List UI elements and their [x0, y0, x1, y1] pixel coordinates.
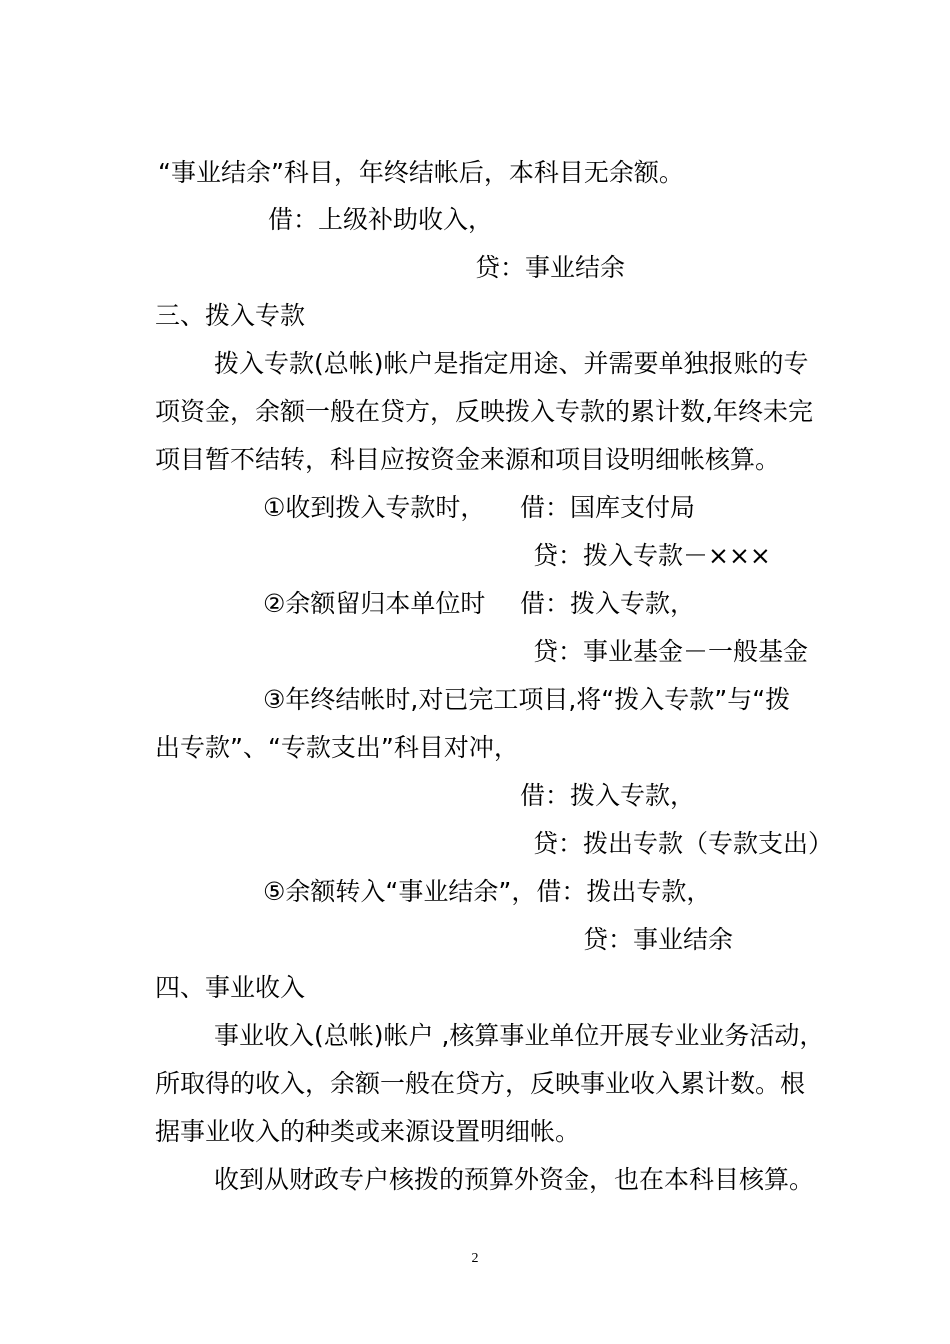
text-line: 项资金，余额一般在贷方，反映拨入专款的累计数,年终未完	[155, 397, 813, 426]
text-line: 借：国库支付局	[520, 493, 696, 522]
text-line: ⑤余额转入“事业结余”，借：拨出专款，	[263, 877, 712, 906]
text-line: ③年终结帐时,对已完工项目,将“拨入专款”与“拨	[263, 685, 791, 714]
text-line: 事业收入(总帐)帐户 ,核算事业单位开展专业业务活动，	[214, 1021, 825, 1050]
text-line: 贷：事业结余	[583, 925, 734, 954]
text-line: ①收到拨入专款时，	[263, 493, 486, 522]
text-line: 所取得的收入，余额一般在贷方，反映事业收入累计数。根	[155, 1069, 806, 1098]
page-number: 2	[471, 1251, 479, 1266]
text-line: ②余额留归本单位时	[263, 589, 486, 618]
section-heading: 三、拨入专款	[155, 301, 306, 330]
text-line: 项目暂不结转，科目应按资金来源和项目设明细帐核算。	[155, 445, 781, 474]
text-line: 贷：事业结余	[475, 253, 626, 282]
text-line: 据事业收入的种类或来源设置明细帐。	[155, 1117, 581, 1146]
text-line: 借：拨入专款，	[520, 781, 696, 810]
text-line: 拨入专款(总帐)帐户是指定用途、并需要单独报账的专	[214, 349, 809, 378]
text-line: 借：拨入专款，	[520, 589, 696, 618]
section-heading: 四、事业收入	[155, 973, 306, 1002]
text-line: 贷：事业基金－一般基金	[533, 637, 809, 666]
text-line: 出专款”、“专款支出”科目对冲，	[155, 733, 519, 762]
text-line: 借：上级补助收入，	[268, 205, 494, 234]
text-line: 贷：拨入专款－×××	[533, 541, 771, 570]
text-line: 收到从财政专户核拨的预算外资金，也在本科目核算。	[214, 1165, 815, 1194]
text-line: “事业结余”科目，年终结帐后，本科目无余额。	[158, 158, 684, 187]
text-line: 贷：拨出专款（专款支出）	[533, 829, 834, 858]
